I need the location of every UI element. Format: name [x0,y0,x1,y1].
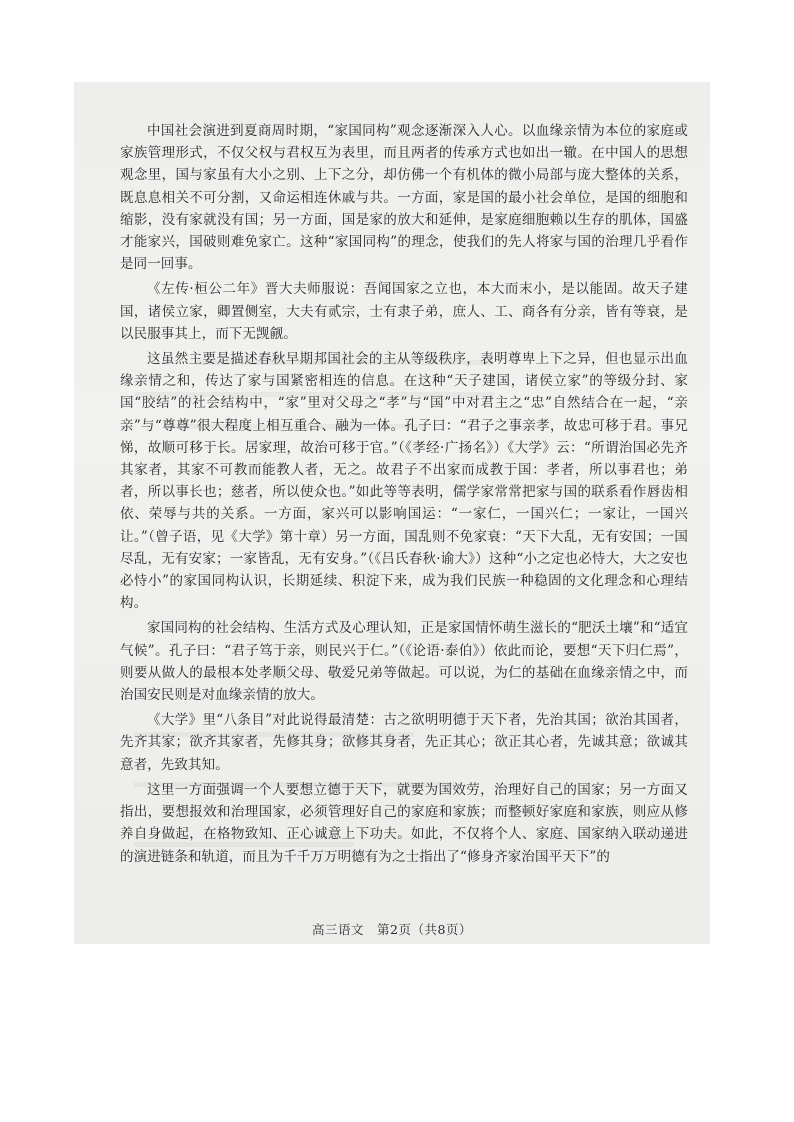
page-footer: 高三语文 第2页（共8页） [312,922,472,937]
paragraph: 《大学》里“八条目”对此说得最清楚：古之欲明明德于天下者，先治其国；欲治其国者，先齐其家；欲齐其家者，先修其身；欲修其身者，先正其心；欲正其心者，先诚其意；欲诚其意者，先致其知。 [120,712,688,773]
paragraph: 这里一方面强调一个人要想立德于天下，就要为国效劳，治理好自己的国家；另一方面又指出，要想报效和治理国家，必须管理好自己的家庭和家族；而整顿好家庭和家族，则应从修养自身做起，在格物致知、正心诚意上下功夫。如此，不仅将个人、家庭、国家纳入联动递进的演进链条和轨道，而且为千千万万明德有为之士指出了“修身齐家治国平天下”的 [120,781,688,865]
paragraph: 《左传·桓公二年》晋大夫师服说：吾闻国家之立也，本大而末小，是以能固。故天子建国，诸侯立家，卿置侧室，大夫有贰宗，士有隶子弟，庶人、工、商各有分亲，皆有等衰，是以民服事其上，而下无觊觎。 [120,281,688,342]
paragraph: 家国同构的社会结构、生活方式及心理认知，正是家国情怀萌生滋长的“肥沃土壤”和“适宜气候”。孔子曰：“君子笃于亲，则民兴于仁。”（《论语·泰伯》）依此而论，要想“天下归仁焉”，则要从做人的最根本处孝顺父母、敬爱兄弟等做起。可以说，为仁的基础在血缘亲情之中，而治国安民则是对血缘亲情的放大。 [120,620,688,704]
article-body [120,120,688,871]
paragraph: 这虽然主要是描述春秋早期邦国社会的主从等级秩序，表明尊卑上下之异，但也显示出血缘亲情之和，传达了家与国紧密相连的信息。在这种“天子建国，诸侯立家”的等级分封、家国“胶结”的社会结构中，“家”里对父母之“孝”与“国”中对君主之“忠”自然结合在一起，“亲亲”与“尊尊”很大程度上相互重合、融为一体。孔子曰：“君子之事亲孝，故忠可移于君。事兄悌，故顺可移于长。居家理，故治可移于官。”（《孝经·广扬名》）《大学》云：“所谓治国必先齐其家者，其家不可教而能教人者，无之。故君子不出家而成教于国：孝者，所以事君也；弟者，所以事长也；慈者，所以使众也。”如此等等表明，儒学家常常把家与国的联系看作唇齿相依、荣辱与共的关系。一方面，家兴可以影响国运：“一家仁，一国兴仁；一家让，一国兴让。”（曾子语，见《大学》第十章）另一方面，国乱则不免家衰：“天下大乱，无有安国；一国尽乱，无有安家；一家皆乱，无有安身。”（《吕氏春秋·谕大》）这种“小之定也必恃大，大之安也必恃小”的家国同构认识，长期延续、积淀下来，成为我们民族一种稳固的文化理念和心理结构。 [120,351,688,612]
scanned-page [74,82,710,944]
paragraph: 中国社会演进到夏商周时期，“家国同构”观念逐渐深入人心。以血缘亲情为本位的家庭或家族管理形式，不仅父权与君权互为表里，而且两者的传承方式也如出一辙。在中国人的思想观念里，国与家虽有大小之别、上下之分，却仿佛一个有机体的微小局部与庞大整体的关系，既息息相关不可分割，又命运相连休戚与共。一方面，家是国的最小社会单位，是国的细胞和缩影，没有家就没有国；另一方面，国是家的放大和延伸，是家庭细胞赖以生存的肌体，国盛才能家兴，国破则难免家亡。这种“家国同构”的理念，使我们的先人将家与国的治理几乎看作是同一回事。 [120,123,688,273]
